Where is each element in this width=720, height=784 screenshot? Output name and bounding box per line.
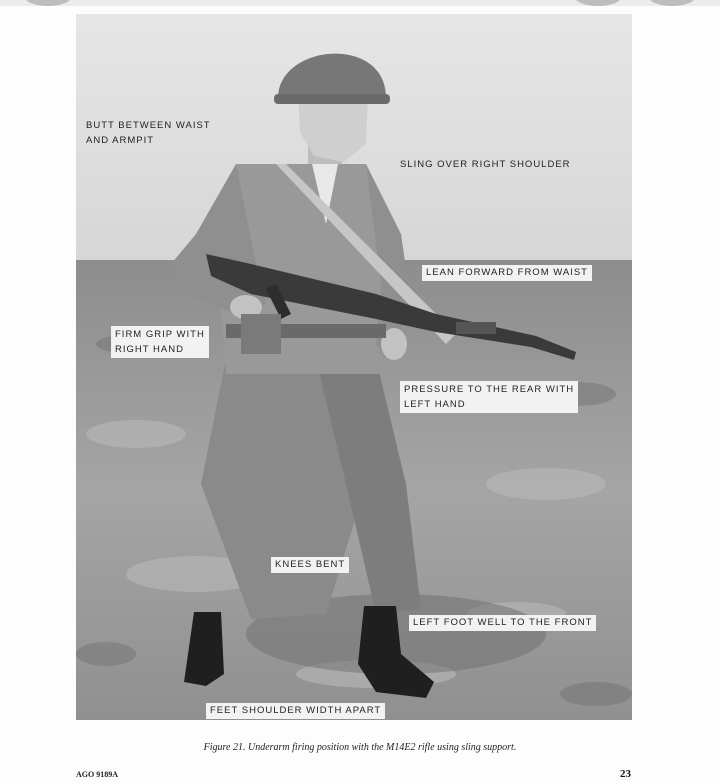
page-number: 23 (620, 768, 631, 780)
annotation-left-foot: LEFT FOOT WELL TO THE FRONT (409, 615, 596, 631)
annotation-sling: SLING OVER RIGHT SHOULDER (400, 159, 571, 170)
annotation-knees: KNEES BENT (271, 557, 349, 573)
footer-document-code: AGO 9189A (76, 770, 118, 779)
annotation-grip-line2: RIGHT HAND (115, 344, 184, 355)
annotation-butt-line2: AND ARMPIT (86, 135, 155, 146)
annotation-feet: FEET SHOULDER WIDTH APART (206, 703, 385, 719)
annotation-lean: LEAN FORWARD FROM WAIST (422, 265, 592, 281)
annotation-pressure-line1: PRESSURE TO THE REAR WITH (404, 384, 575, 395)
annotation-pressure (400, 381, 578, 413)
annotation-grip (111, 326, 209, 358)
figure-caption: Figure 21. Underarm firing position with the M14E2 rifle using sling support. (203, 742, 517, 753)
annotation-grip-line1: FIRM GRIP WITH (115, 329, 205, 340)
annotation-butt-line1: BUTT BETWEEN WAIST (86, 120, 211, 131)
annotation-pressure-line2: LEFT HAND (404, 399, 466, 410)
